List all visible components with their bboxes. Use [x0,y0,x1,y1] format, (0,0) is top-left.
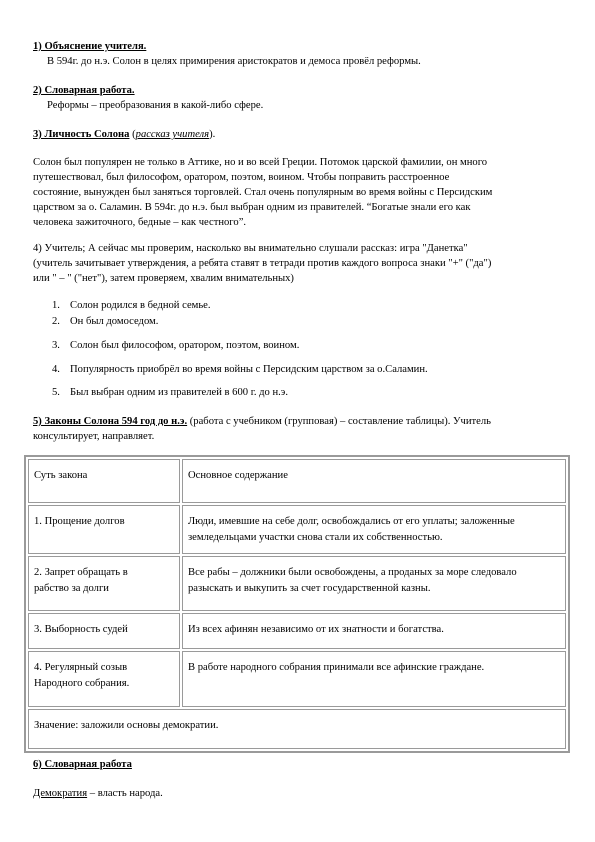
quiz-item [52,385,288,400]
table-cell [182,556,566,611]
paragraph-line: состояние, вынужден был заняться торговлей. Стал очень популярным во время войны с Персидским [33,187,493,198]
paragraph-line: Солон был популярен не только в Аттике, но и во всей Греции. Потомок царской фамилии, он много [33,157,488,168]
item-text: Был выбран одним из правителей в 600 г. до н.э. [70,387,288,398]
item-number: 5. [52,387,60,398]
paragraph-line: путешествовал, был философом, оратором, поэтом, воином. Чтобы поправить расстроенное [33,172,450,183]
table-cell [28,651,180,707]
table-footer-cell: Значение: заложили основы демократии. [28,709,566,749]
section-1-title: 1) Объяснение учителя. [33,41,147,52]
section-1 [33,39,563,69]
intro-line: 4) Учитель; А сейчас мы проверим, насколько вы внимательно слушали рассказ: игра "Данетка" [33,243,468,254]
section-5-line-1 [33,414,563,429]
paragraph-line: человека зажиточного, бедные – как честного”. [33,217,247,228]
term: Демократия [33,788,88,799]
cell-line: земледельцами участки снова стали их собственностью. [188,532,443,544]
section-5 [33,414,563,444]
cell-line: 4. Регулярный созыв [34,661,128,673]
table-cell [182,613,566,649]
laws-table [24,455,570,753]
section-6-title: 6) Словарная работа [33,759,132,770]
item-text: Солон был философом, оратором, поэтом, воином. [70,340,300,351]
cell-line: Все рабы – должники были освобождены, а проданых за море следовало [188,566,517,578]
table-cell [28,505,180,554]
table-cell [28,556,180,611]
section-2-title: 2) Словарная работа. [33,85,135,96]
item-text: Популярность приобрёл во время войны с Персидским царством за о.Саламин. [70,364,428,375]
item-number: 3. [52,340,60,351]
cell-line: 1. Прощение долгов [34,516,125,527]
table-cell [182,651,566,707]
table-footer-row [28,709,566,749]
item-number: 4. [52,364,60,375]
table-header-cell: Суть закона [28,459,180,503]
item-text: Он был домоседом. [70,316,159,327]
quiz-item [52,338,299,353]
table-row [28,651,566,707]
section-2 [33,83,563,113]
quiz-item [52,362,428,377]
intro-line: (учитель зачитывает утверждения, а ребята ставят в тетради против каждого вопроса знаки "+" ("да") [33,258,492,269]
section-4-intro [33,241,563,286]
paragraph-line: царством за о. Саламин. В 594г. до н.э. был выбран одним из правителей. “Богатые знали его как [33,202,471,213]
cell-line: рабство за долги [34,583,109,595]
table-header-row [28,459,566,503]
section-3-title-open: ( [132,129,136,140]
cell-line: разыскать и выкупить за счет государственной казны. [188,583,431,595]
section-5-rest: (работа с учебником (групповая) – составление таблицы). Учитель [187,416,492,427]
section-3-paragraph [33,155,563,230]
item-number: 1. [52,300,60,311]
cell-line: В работе народного собрания принимали все афинские граждане. [188,661,485,673]
intro-line: или " – " ("нет"), затем проверяем, хвалим внимательных) [33,273,294,284]
section-3-heading-line [33,127,563,142]
table-cell [182,505,566,554]
quiz-item [52,314,158,329]
cell-line: Народного собрания. [34,678,130,690]
section-6 [33,757,563,772]
cell-line: 2. Запрет обращать в [34,566,128,578]
definition: – власть народа. [87,788,163,799]
section-5-title: 5) Законы Солона 594 год до н.э. [33,416,188,427]
quiz-item [52,298,211,313]
section-3-title-italic: рассказ учителя [135,129,210,140]
section-3-title-close: ). [209,129,216,140]
section-1-text: В 594г. до н.э. Солон в целях примирения аристократов и демоса провёл реформы. [47,56,421,68]
item-text: Солон родился в бедной семье. [70,300,211,311]
table-row [28,505,566,554]
section-2-text: Реформы – преобразования в какой-либо сфере. [47,100,264,112]
section-6-definition [33,786,563,801]
table-cell [28,613,180,649]
section-5-line-2: консультирует, направляет. [33,431,155,442]
cell-line: 3. Выборность судей [34,623,128,635]
item-number: 2. [52,316,60,327]
table-header-cell: Основное содержание [182,459,566,503]
table-row [28,613,566,649]
cell-line: Из всех афинян независимо от их знатности и богатства. [188,623,444,635]
cell-line: Люди, имевшие на себе долг, освобождались от его уплаты; заложенные [188,516,515,527]
table-row [28,556,566,611]
section-3-title: 3) Личность Солона [33,129,130,140]
